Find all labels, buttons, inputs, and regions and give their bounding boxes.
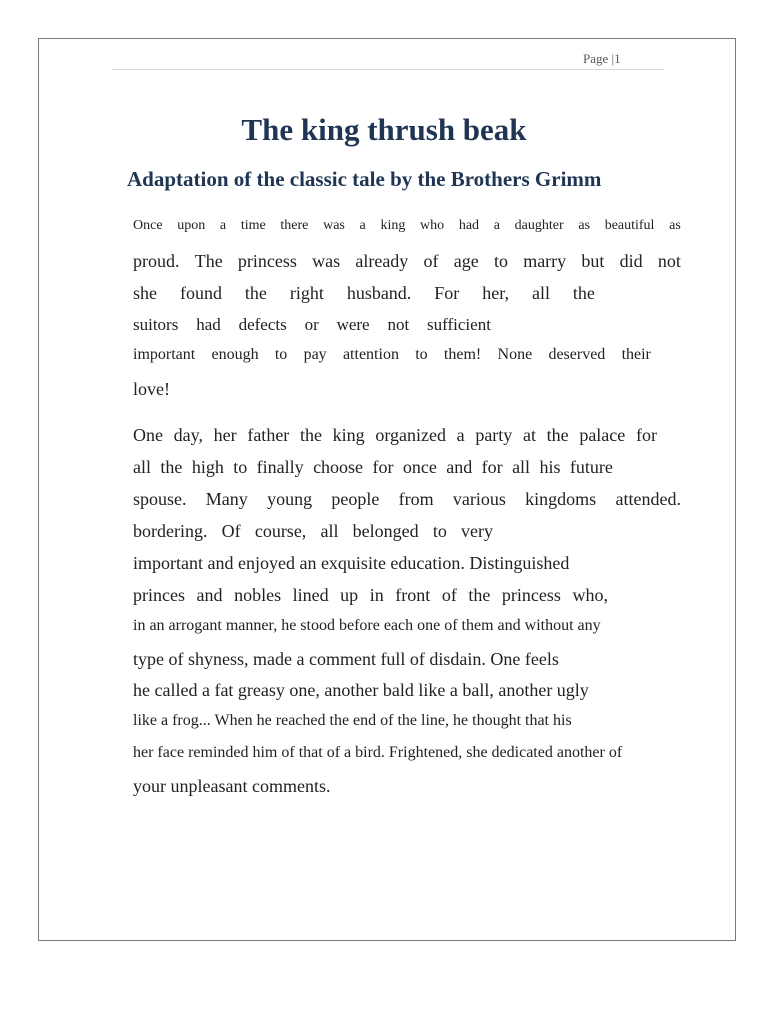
text-line: her face reminded him of that of a bird. Frightened, she dedicated another of	[133, 744, 623, 761]
text-line: Once upon a time there was a king who had a daughter as beautiful as	[133, 218, 681, 233]
text-line: proud. The princess was already of age to marry but did not	[133, 251, 681, 271]
text-line: in an arrogant manner, he stood before each one of them and without any	[133, 617, 601, 634]
text-line: he called a fat greasy one, another bald like a ball, another ugly	[133, 680, 589, 700]
text-line: princes and nobles lined up in front of the princess who,	[133, 585, 608, 605]
document-title: The king thrush beak	[241, 112, 527, 147]
text-line: all the high to finally choose for once and for all his future	[133, 457, 613, 477]
text-line: suitors had defects or were not sufficient	[133, 315, 491, 334]
text-line: spouse. Many young people from various kingdoms attended.	[133, 489, 681, 509]
text-line: like a frog... When he reached the end of the line, he thought that his	[133, 712, 572, 729]
text-line: important and enjoyed an exquisite education. Distinguished	[133, 553, 570, 573]
text-line: bordering. Of course, all belonged to very	[133, 521, 493, 541]
page-number: Page |1	[583, 51, 621, 66]
text-line: your unpleasant comments.	[133, 776, 331, 796]
document-subtitle: Adaptation of the classic tale by the Brothers Grimm	[127, 167, 602, 191]
text-line: One day, her father the king organized a party at the palace for	[133, 425, 657, 445]
text-line: type of shyness, made a comment full of disdain. One feels	[133, 649, 559, 669]
header-divider	[112, 69, 664, 70]
text-line: important enough to pay attention to them! None deserved their	[133, 346, 651, 363]
text-line: she found the right husband. For her, all the	[133, 283, 595, 303]
text-line: love!	[133, 379, 170, 399]
